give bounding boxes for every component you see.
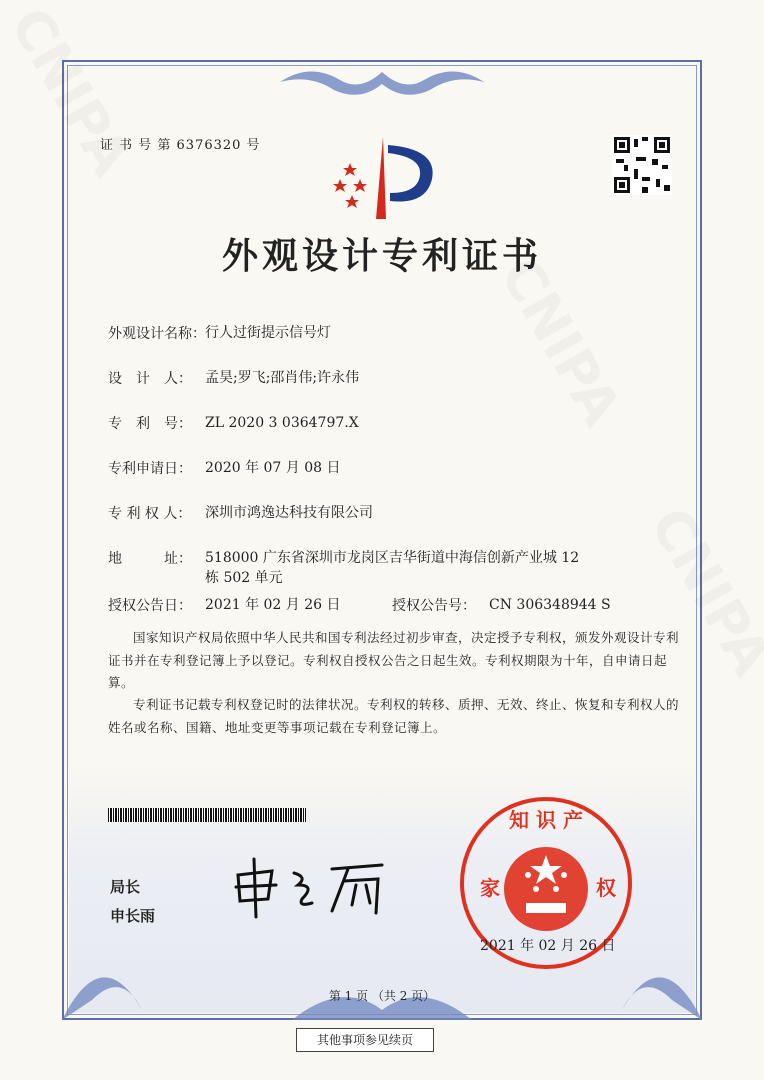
signatory-name: 申长雨 (110, 907, 156, 925)
barcode (108, 808, 306, 822)
field-address (108, 548, 580, 588)
field-value: 行人过街提示信号灯 (205, 325, 331, 341)
field-value: CN 306348944 S (489, 597, 611, 613)
paragraph-legal-status: 专利证书记载专利权登记时的法律状况。专利权的转移、质押、无效、终止、恢复和专利权人的姓名或名称、国籍、地址变更等事项记载在专利登记簿上。 (108, 697, 680, 735)
field-label: 授权公告日： (108, 598, 192, 614)
page-indicator: 第 1 页 （共 2 页） (328, 989, 436, 1003)
top-ornament-icon (270, 62, 494, 102)
seal-date: 2021 年 02 月 26 日 (480, 938, 616, 954)
certificate-number: 证 书 号 第 6376320 号 (100, 138, 261, 153)
svg-text:权: 权 (596, 876, 616, 900)
field-label: 专 利 号： (108, 416, 192, 432)
field-value: 孟昊;罗飞;邵肖伟;许永伟 (205, 370, 360, 386)
handwritten-signature (232, 855, 392, 920)
field-grant-number (392, 595, 679, 615)
field-label: 授权公告号： (392, 598, 476, 614)
field-value: 2020 年 07 月 08 日 (205, 460, 341, 476)
field-grant-date (108, 595, 385, 615)
field-label: 外观设计名称： (108, 326, 206, 342)
paragraph-grant-statement: 国家知识产权局依照中华人民共和国专利法经过初步审查，决定授予专利权，颁发外观设计专利证书并在专利登记簿上予以登记。专利权自授权公告之日起生效。专利权期限为十年，自申请日起算。 (108, 630, 680, 690)
svg-text:家: 家 (480, 876, 500, 900)
field-design-name (108, 323, 585, 343)
field-value: ZL 2020 3 0364797.X (205, 415, 359, 431)
qr-code-icon (612, 135, 672, 195)
certificate-title: 外观设计专利证书 (221, 236, 542, 277)
cnipa-logo-icon (328, 135, 440, 221)
field-value: 2021 年 02 月 26 日 (205, 597, 341, 613)
field-application-date (108, 458, 585, 478)
field-patentee (108, 503, 585, 523)
field-value: 518000 广东省深圳市龙岗区吉华街道中海信创新产业城 12 栋 502 单元 (205, 550, 580, 586)
field-label: 专利申请日： (108, 461, 192, 477)
field-patent-number (108, 413, 585, 433)
field-label: 专 利 权 人： (108, 506, 192, 522)
field-label: 设 计 人： (108, 371, 192, 387)
field-designers (108, 368, 585, 388)
field-label: 地 址： (108, 551, 192, 567)
continued-note: 其他事项参见续页 (296, 1028, 434, 1052)
field-value: 深圳市鸿逸达科技有限公司 (205, 505, 373, 521)
signatory-title: 局长 (110, 878, 141, 896)
svg-text:知 识 产: 知 识 产 (509, 808, 583, 832)
